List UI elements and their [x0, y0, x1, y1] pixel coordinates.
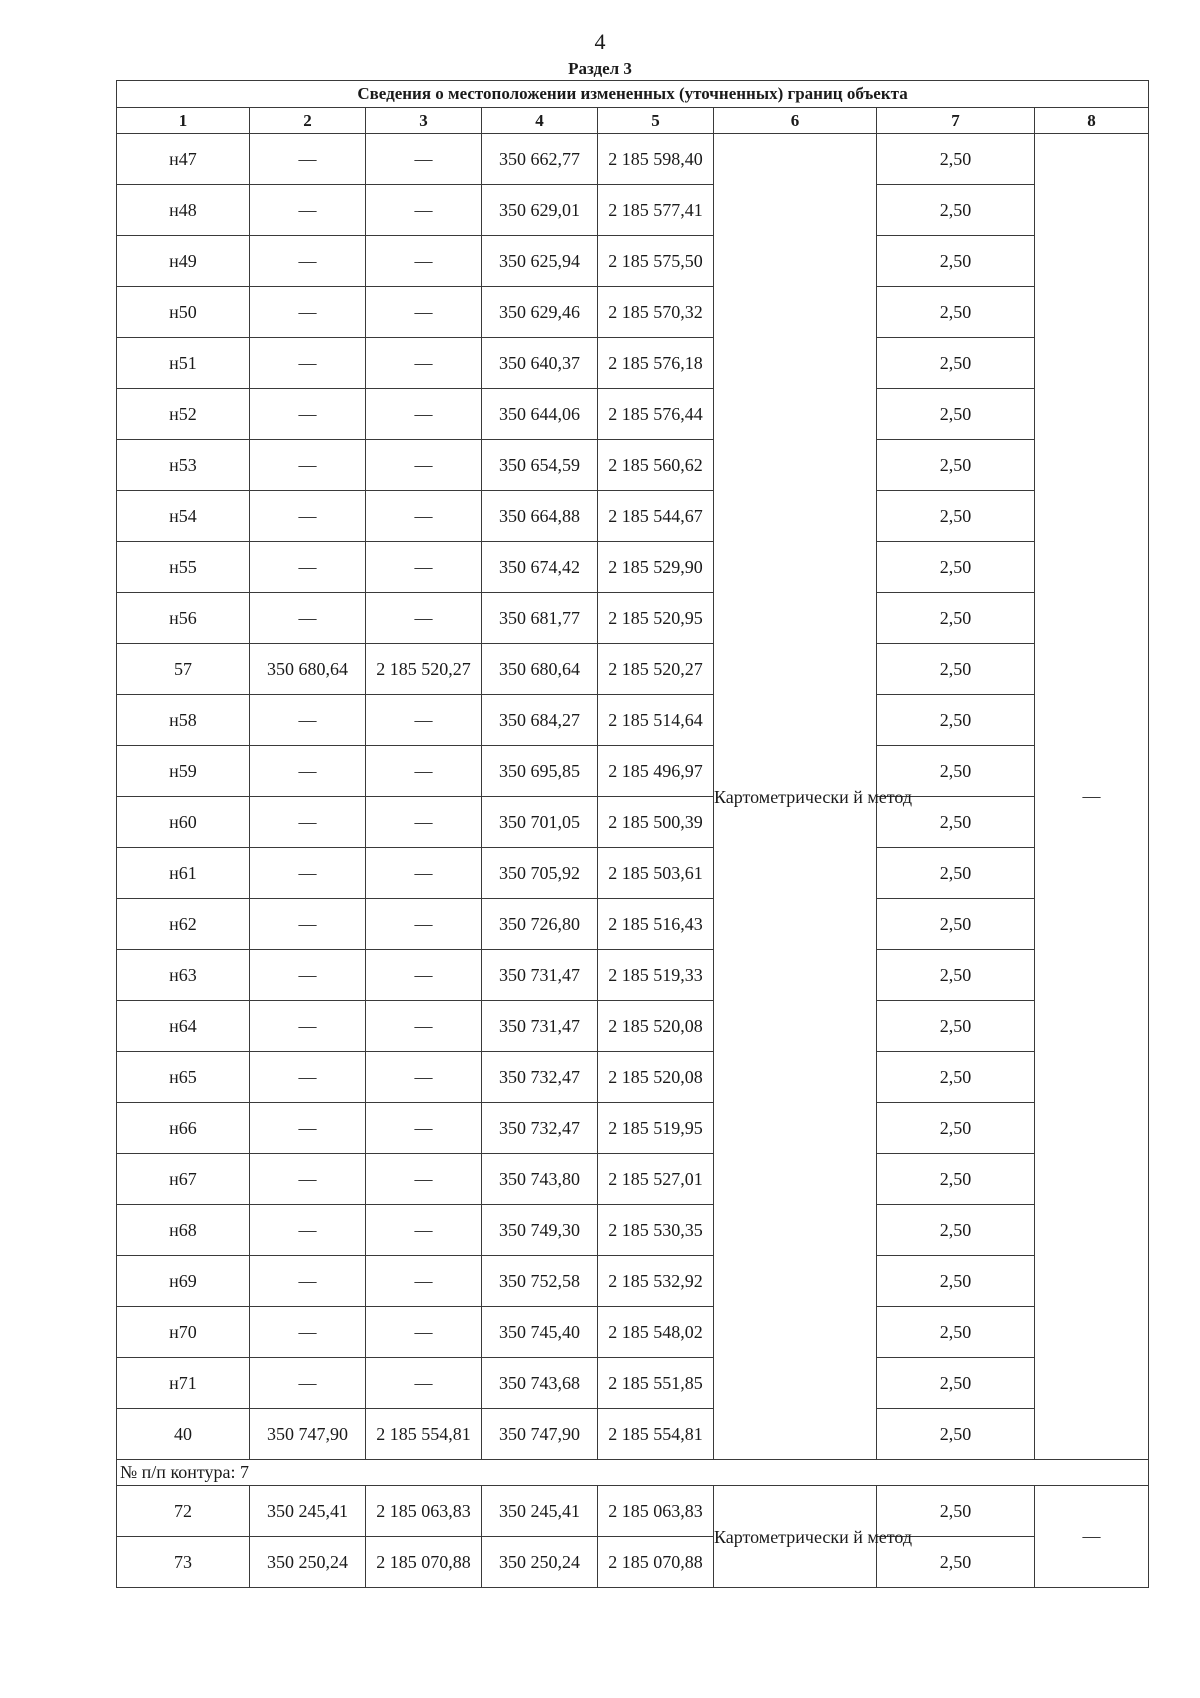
table-title: Сведения о местоположении измененных (уточненных) границ объекта [117, 81, 1149, 108]
accuracy-cell: 2,50 [877, 185, 1035, 236]
table-row [117, 287, 1149, 338]
old-y-cell: — [366, 1001, 482, 1052]
old-x-cell: — [250, 236, 366, 287]
new-y-cell: 2 185 496,97 [598, 746, 714, 797]
accuracy-cell: 2,50 [877, 644, 1035, 695]
new-y-cell: 2 185 529,90 [598, 542, 714, 593]
new-y-cell: 2 185 544,67 [598, 491, 714, 542]
new-y-cell: 2 185 520,08 [598, 1052, 714, 1103]
table-row [117, 236, 1149, 287]
table-row [117, 1052, 1149, 1103]
column-header: 7 [877, 108, 1035, 134]
old-y-cell: — [366, 134, 482, 185]
column-header: 6 [714, 108, 877, 134]
table-row [117, 185, 1149, 236]
old-x-cell: — [250, 746, 366, 797]
column-8-cell: — [1035, 134, 1149, 1460]
accuracy-cell: 2,50 [877, 236, 1035, 287]
point-number-cell: н47 [117, 134, 250, 185]
point-number-cell: н63 [117, 950, 250, 1001]
old-x-cell: — [250, 797, 366, 848]
point-number-cell: н71 [117, 1358, 250, 1409]
coordinates-table [116, 80, 1149, 1588]
point-number-cell: н48 [117, 185, 250, 236]
new-x-cell: 350 684,27 [482, 695, 598, 746]
old-y-cell: 2 185 554,81 [366, 1409, 482, 1460]
accuracy-cell: 2,50 [877, 491, 1035, 542]
new-x-cell: 350 681,77 [482, 593, 598, 644]
old-y-cell: — [366, 389, 482, 440]
point-number-cell: н49 [117, 236, 250, 287]
old-x-cell: — [250, 593, 366, 644]
method-cell: Картометрически й метод [714, 134, 877, 1460]
old-y-cell: — [366, 1205, 482, 1256]
table-row [117, 1256, 1149, 1307]
new-x-cell: 350 732,47 [482, 1052, 598, 1103]
old-y-cell: — [366, 440, 482, 491]
point-number-cell: н55 [117, 542, 250, 593]
new-x-cell: 350 726,80 [482, 899, 598, 950]
table-row [117, 644, 1149, 695]
point-number-cell: н69 [117, 1256, 250, 1307]
old-x-cell: — [250, 134, 366, 185]
accuracy-cell: 2,50 [877, 899, 1035, 950]
new-y-cell: 2 185 554,81 [598, 1409, 714, 1460]
new-x-cell: 350 701,05 [482, 797, 598, 848]
new-x-cell: 350 654,59 [482, 440, 598, 491]
old-x-cell: — [250, 1205, 366, 1256]
table-row [117, 848, 1149, 899]
new-y-cell: 2 185 576,18 [598, 338, 714, 389]
accuracy-cell: 2,50 [877, 389, 1035, 440]
point-number-cell: н68 [117, 1205, 250, 1256]
new-y-cell: 2 185 598,40 [598, 134, 714, 185]
old-y-cell: — [366, 950, 482, 1001]
old-y-cell: — [366, 338, 482, 389]
point-number-cell: н62 [117, 899, 250, 950]
new-y-cell: 2 185 520,08 [598, 1001, 714, 1052]
new-x-cell: 350 664,88 [482, 491, 598, 542]
new-x-cell: 350 245,41 [482, 1486, 598, 1537]
point-number-cell: 73 [117, 1537, 250, 1588]
new-y-cell: 2 185 519,95 [598, 1103, 714, 1154]
new-x-cell: 350 743,68 [482, 1358, 598, 1409]
old-y-cell: — [366, 797, 482, 848]
new-x-cell: 350 731,47 [482, 1001, 598, 1052]
point-number-cell: н53 [117, 440, 250, 491]
new-x-cell: 350 745,40 [482, 1307, 598, 1358]
point-number-cell: н66 [117, 1103, 250, 1154]
table-row [117, 338, 1149, 389]
column-header: 2 [250, 108, 366, 134]
page-number: 4 [594, 29, 606, 54]
old-x-cell: — [250, 950, 366, 1001]
point-number-cell: н50 [117, 287, 250, 338]
new-x-cell: 350 749,30 [482, 1205, 598, 1256]
point-number-cell: н56 [117, 593, 250, 644]
new-x-cell: 350 680,64 [482, 644, 598, 695]
table-row [117, 695, 1149, 746]
new-x-cell: 350 250,24 [482, 1537, 598, 1588]
old-y-cell: — [366, 695, 482, 746]
accuracy-cell: 2,50 [877, 1358, 1035, 1409]
table-row [117, 1409, 1149, 1460]
new-y-cell: 2 185 516,43 [598, 899, 714, 950]
old-y-cell: — [366, 1103, 482, 1154]
old-x-cell: — [250, 1307, 366, 1358]
old-x-cell: 350 680,64 [250, 644, 366, 695]
table-row [117, 440, 1149, 491]
old-x-cell: — [250, 338, 366, 389]
table-row [117, 389, 1149, 440]
old-y-cell: — [366, 1052, 482, 1103]
table-row [117, 1205, 1149, 1256]
new-x-cell: 350 662,77 [482, 134, 598, 185]
accuracy-cell: 2,50 [877, 848, 1035, 899]
old-y-cell: — [366, 593, 482, 644]
point-number-cell: н70 [117, 1307, 250, 1358]
new-x-cell: 350 695,85 [482, 746, 598, 797]
old-y-cell: — [366, 185, 482, 236]
new-y-cell: 2 185 577,41 [598, 185, 714, 236]
column-header: 8 [1035, 108, 1149, 134]
new-x-cell: 350 747,90 [482, 1409, 598, 1460]
contour-label: № п/п контура: 7 [117, 1460, 1149, 1486]
old-x-cell: — [250, 899, 366, 950]
new-y-cell: 2 185 548,02 [598, 1307, 714, 1358]
old-x-cell: 350 250,24 [250, 1537, 366, 1588]
table-row [117, 746, 1149, 797]
accuracy-cell: 2,50 [877, 1486, 1035, 1537]
table-row [117, 1307, 1149, 1358]
old-y-cell: — [366, 236, 482, 287]
accuracy-cell: 2,50 [877, 338, 1035, 389]
new-x-cell: 350 640,37 [482, 338, 598, 389]
method-cell: Картометрически й метод [714, 1486, 877, 1588]
accuracy-cell: 2,50 [877, 134, 1035, 185]
old-x-cell: — [250, 695, 366, 746]
accuracy-cell: 2,50 [877, 1307, 1035, 1358]
accuracy-cell: 2,50 [877, 746, 1035, 797]
table-row [117, 491, 1149, 542]
new-y-cell: 2 185 503,61 [598, 848, 714, 899]
old-x-cell: 350 245,41 [250, 1486, 366, 1537]
old-y-cell: — [366, 287, 482, 338]
old-x-cell: — [250, 1256, 366, 1307]
old-y-cell: — [366, 1154, 482, 1205]
old-y-cell: — [366, 848, 482, 899]
new-x-cell: 350 625,94 [482, 236, 598, 287]
accuracy-cell: 2,50 [877, 1256, 1035, 1307]
old-y-cell: — [366, 1256, 482, 1307]
new-x-cell: 350 732,47 [482, 1103, 598, 1154]
new-y-cell: 2 185 551,85 [598, 1358, 714, 1409]
old-y-cell: — [366, 1358, 482, 1409]
new-y-cell: 2 185 520,27 [598, 644, 714, 695]
new-x-cell: 350 644,06 [482, 389, 598, 440]
table-row [117, 950, 1149, 1001]
old-x-cell: 350 747,90 [250, 1409, 366, 1460]
table-row [117, 899, 1149, 950]
column-header: 3 [366, 108, 482, 134]
new-y-cell: 2 185 570,32 [598, 287, 714, 338]
old-x-cell: — [250, 389, 366, 440]
new-y-cell: 2 185 070,88 [598, 1537, 714, 1588]
accuracy-cell: 2,50 [877, 1052, 1035, 1103]
table-row [117, 1537, 1149, 1588]
new-x-cell: 350 629,46 [482, 287, 598, 338]
accuracy-cell: 2,50 [877, 1409, 1035, 1460]
accuracy-cell: 2,50 [877, 1001, 1035, 1052]
accuracy-cell: 2,50 [877, 1537, 1035, 1588]
old-x-cell: — [250, 542, 366, 593]
new-x-cell: 350 752,58 [482, 1256, 598, 1307]
new-x-cell: 350 705,92 [482, 848, 598, 899]
point-number-cell: н51 [117, 338, 250, 389]
old-y-cell: — [366, 542, 482, 593]
table-row [117, 1358, 1149, 1409]
accuracy-cell: 2,50 [877, 542, 1035, 593]
table-row [117, 542, 1149, 593]
accuracy-cell: 2,50 [877, 440, 1035, 491]
old-y-cell: — [366, 491, 482, 542]
new-x-cell: 350 743,80 [482, 1154, 598, 1205]
new-y-cell: 2 185 520,95 [598, 593, 714, 644]
point-number-cell: н60 [117, 797, 250, 848]
old-x-cell: — [250, 1358, 366, 1409]
point-number-cell: н59 [117, 746, 250, 797]
accuracy-cell: 2,50 [877, 695, 1035, 746]
new-y-cell: 2 185 527,01 [598, 1154, 714, 1205]
accuracy-cell: 2,50 [877, 1103, 1035, 1154]
new-x-cell: 350 731,47 [482, 950, 598, 1001]
point-number-cell: н54 [117, 491, 250, 542]
new-y-cell: 2 185 063,83 [598, 1486, 714, 1537]
new-y-cell: 2 185 514,64 [598, 695, 714, 746]
accuracy-cell: 2,50 [877, 1205, 1035, 1256]
old-x-cell: — [250, 185, 366, 236]
column-header: 5 [598, 108, 714, 134]
accuracy-cell: 2,50 [877, 287, 1035, 338]
old-x-cell: — [250, 287, 366, 338]
new-y-cell: 2 185 575,50 [598, 236, 714, 287]
accuracy-cell: 2,50 [877, 593, 1035, 644]
column-8-cell: — [1035, 1486, 1149, 1588]
old-x-cell: — [250, 1103, 366, 1154]
column-header: 4 [482, 108, 598, 134]
point-number-cell: 72 [117, 1486, 250, 1537]
point-number-cell: н61 [117, 848, 250, 899]
table-row [117, 1486, 1149, 1537]
point-number-cell: 40 [117, 1409, 250, 1460]
new-y-cell: 2 185 560,62 [598, 440, 714, 491]
accuracy-cell: 2,50 [877, 797, 1035, 848]
table-row [117, 593, 1149, 644]
old-x-cell: — [250, 1001, 366, 1052]
new-y-cell: 2 185 532,92 [598, 1256, 714, 1307]
old-x-cell: — [250, 440, 366, 491]
point-number-cell: н64 [117, 1001, 250, 1052]
accuracy-cell: 2,50 [877, 950, 1035, 1001]
new-y-cell: 2 185 500,39 [598, 797, 714, 848]
old-y-cell: — [366, 1307, 482, 1358]
table-row [117, 1154, 1149, 1205]
old-x-cell: — [250, 1154, 366, 1205]
accuracy-cell: 2,50 [877, 1154, 1035, 1205]
old-x-cell: — [250, 1052, 366, 1103]
old-x-cell: — [250, 848, 366, 899]
table-row [117, 797, 1149, 848]
old-y-cell: 2 185 070,88 [366, 1537, 482, 1588]
old-x-cell: — [250, 491, 366, 542]
point-number-cell: н65 [117, 1052, 250, 1103]
table-row [117, 1103, 1149, 1154]
new-y-cell: 2 185 576,44 [598, 389, 714, 440]
column-header: 1 [117, 108, 250, 134]
old-y-cell: 2 185 063,83 [366, 1486, 482, 1537]
point-number-cell: 57 [117, 644, 250, 695]
point-number-cell: н52 [117, 389, 250, 440]
old-y-cell: — [366, 899, 482, 950]
new-y-cell: 2 185 519,33 [598, 950, 714, 1001]
new-x-cell: 350 629,01 [482, 185, 598, 236]
new-x-cell: 350 674,42 [482, 542, 598, 593]
point-number-cell: н58 [117, 695, 250, 746]
table-row [117, 134, 1149, 185]
new-y-cell: 2 185 530,35 [598, 1205, 714, 1256]
section-title: Раздел 3 [568, 59, 632, 78]
old-y-cell: — [366, 746, 482, 797]
old-y-cell: 2 185 520,27 [366, 644, 482, 695]
table-row [117, 1001, 1149, 1052]
point-number-cell: н67 [117, 1154, 250, 1205]
